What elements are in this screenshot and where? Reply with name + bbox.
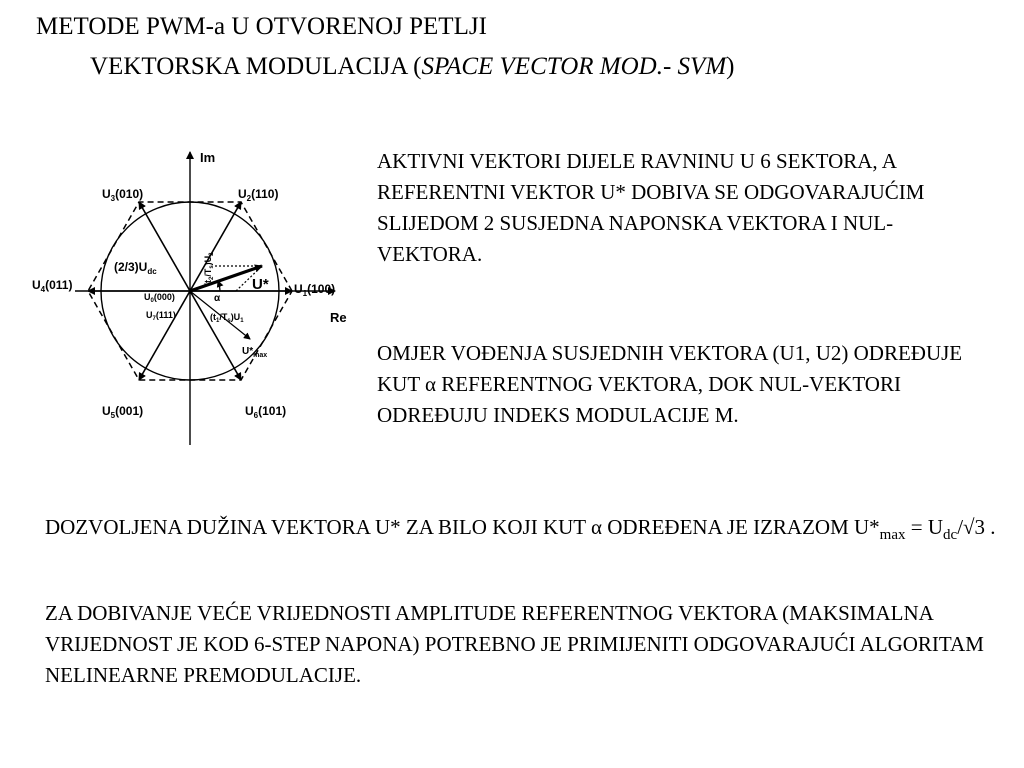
ref-vector-label: U* — [252, 276, 269, 293]
t2-label: $(t_2/T_s)U_2$ — [203, 252, 215, 286]
im-axis-label: Im — [200, 150, 216, 165]
subtitle-suffix: ) — [726, 53, 735, 80]
p3-sub-dc: dc — [943, 527, 958, 543]
subtitle-italic-svm: SVM — [677, 53, 727, 80]
p3-alpha-symbol: α — [591, 515, 603, 539]
p3-sub-max: max — [879, 527, 906, 543]
umax-label: $U*_{max}$ — [242, 346, 268, 359]
u1-label: $U_1(100)$ — [294, 282, 336, 298]
sector-line-u2 — [190, 202, 241, 291]
paragraph-active-vectors: AKTIVNI VEKTORI DIJELE RAVNINU U 6 SEKTORA, A REFERENTNI VEKTOR U* DOBIVA SE ODGOVARAJUĆIM SLIJEDOM 2 SUSJEDNA NAPONSKA VEKTORA I NUL-VEKTORA. — [377, 149, 925, 266]
p3-equals: = U — [905, 515, 944, 539]
p3-text-mid: ODREĐENA JE IZRAZOM U* — [602, 515, 880, 539]
u6-label: $U_6(101)$ — [245, 404, 287, 420]
paragraph-duty-ratio — [377, 338, 977, 431]
u7-label: $U_7(111)$ — [146, 310, 176, 322]
sector-line-u5 — [139, 291, 190, 380]
subtitle-italic: SPACE VECTOR MOD. — [421, 53, 663, 80]
u4-label: $U_4(011)$ — [32, 278, 73, 294]
subtitle-mid: - — [662, 53, 678, 80]
p3-text-end: /√3 . — [957, 515, 996, 539]
u2-label: $U_2(110)$ — [238, 187, 279, 203]
paragraph-max-length — [45, 512, 1005, 543]
p3-text-before: DOZVOLJENA DUŽINA VEKTORA U* ZA BILO KOJI KUT — [45, 515, 591, 539]
page-title: METODE PWM-a U OTVORENOJ PETLJI — [36, 13, 487, 40]
u5-label: $U_5(001)$ — [102, 404, 144, 420]
p2-alpha-symbol: α — [425, 372, 437, 396]
p2-text-before: OMJER VOĐENJA SUSJEDNIH VEKTORA (U1, U2) ODREĐUJE KUT — [377, 341, 963, 396]
paragraph-overmodulation: ZA DOBIVANJE VEĆE VRIJEDNOSTI AMPLITUDE REFERENTNOG VEKTORA (MAKSIMALNA VRIJEDNOST JE KOD 6-STEP NAPONA) POTREBNO JE PRIMIJENITI ODGOVARAJUĆI ALGORITAM NELINEARNE PREMODULACIJE. — [45, 601, 984, 687]
re-axis-label: Re — [330, 310, 347, 325]
subtitle-prefix: VEKTORSKA MODULACIJA ( — [90, 53, 422, 80]
space-vector-diagram — [30, 140, 360, 450]
t1-label: $(t_1/T_s)U_1$ — [210, 312, 244, 324]
u3-label: $U_3(010)$ — [102, 187, 144, 203]
u0-label: $U_0(000)$ — [144, 292, 175, 304]
page-subtitle — [90, 52, 734, 82]
p2-text-after: REFERENTNOG VEKTORA, DOK NUL-VEKTORI ODREĐUJU INDEKS MODULACIJE M. — [377, 372, 901, 427]
alpha-arc — [218, 281, 220, 291]
sector-line-u3 — [139, 202, 190, 291]
sector-line-u6 — [190, 291, 241, 380]
two-thirds-udc-label: $(2/3)U_{dc}$ — [114, 260, 157, 276]
alpha-label: α — [214, 293, 221, 304]
